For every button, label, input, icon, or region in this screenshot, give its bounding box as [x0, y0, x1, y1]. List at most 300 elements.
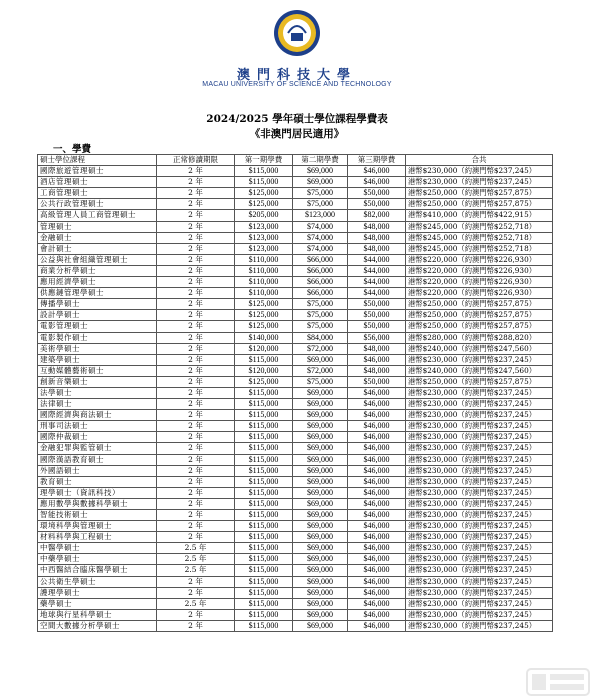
duration: 2 年	[157, 265, 235, 276]
third-installment: $46,000	[348, 421, 406, 432]
second-installment: $69,000	[293, 432, 348, 443]
programme-name: 美術學碩士	[38, 343, 157, 354]
duration: 2 年	[157, 532, 235, 543]
total-fee: 港幣$230,000（約澳門幣$237,245）	[406, 454, 553, 465]
second-installment: $69,000	[293, 510, 348, 521]
first-installment: $115,000	[235, 521, 293, 532]
third-installment: $46,000	[348, 166, 406, 177]
section-heading: 一、學費	[53, 144, 92, 155]
table-row	[38, 210, 553, 221]
duration: 2 年	[157, 232, 235, 243]
duration: 2 年	[157, 321, 235, 332]
duration: 2 年	[157, 465, 235, 476]
total-fee: 港幣$230,000（約澳門幣$237,245）	[406, 532, 553, 543]
second-installment: $69,000	[293, 399, 348, 410]
third-installment: $46,000	[348, 498, 406, 509]
table-row	[38, 199, 553, 210]
duration: 2 年	[157, 332, 235, 343]
first-installment: $115,000	[235, 354, 293, 365]
duration: 2 年	[157, 354, 235, 365]
third-installment: $46,000	[348, 587, 406, 598]
first-installment: $110,000	[235, 254, 293, 265]
table-row	[38, 543, 553, 554]
programme-name: 創新音樂碩士	[38, 376, 157, 387]
table-row	[38, 554, 553, 565]
programme-name: 外國語碩士	[38, 465, 157, 476]
programme-name: 法律碩士	[38, 399, 157, 410]
first-installment: $115,000	[235, 421, 293, 432]
table-row	[38, 432, 553, 443]
programme-name: 公共衛生學碩士	[38, 576, 157, 587]
third-installment: $48,000	[348, 343, 406, 354]
programme-name: 電影管理碩士	[38, 321, 157, 332]
table-row	[38, 609, 553, 620]
table-row	[38, 576, 553, 587]
watermark	[526, 668, 590, 696]
first-installment: $205,000	[235, 210, 293, 221]
programme-name: 智能技術碩士	[38, 510, 157, 521]
table-row	[38, 443, 553, 454]
duration: 2 年	[157, 376, 235, 387]
total-fee: 港幣$230,000（約澳門幣$237,245）	[406, 354, 553, 365]
duration: 2.5 年	[157, 565, 235, 576]
programme-name: 互動媒體藝術碩士	[38, 365, 157, 376]
university-name-cn: 澳門科技大學	[236, 68, 357, 83]
duration: 2 年	[157, 310, 235, 321]
first-installment: $115,000	[235, 487, 293, 498]
programme-name: 國際旅遊管理碩士	[38, 166, 157, 177]
programme-name: 環境科學與管理碩士	[38, 521, 157, 532]
third-installment: $44,000	[348, 265, 406, 276]
first-installment: $115,000	[235, 587, 293, 598]
second-installment: $69,000	[293, 443, 348, 454]
page-subtitle: 《非澳門居民適用》	[249, 128, 345, 140]
total-fee: 港幣$230,000（約澳門幣$237,245）	[406, 387, 553, 398]
second-installment: $75,000	[293, 199, 348, 210]
third-installment: $46,000	[348, 476, 406, 487]
duration: 2 年	[157, 387, 235, 398]
third-installment: $48,000	[348, 232, 406, 243]
total-fee: 港幣$240,000（約澳門幣$247,560）	[406, 365, 553, 376]
total-fee: 港幣$250,000（約澳門幣$257,875）	[406, 199, 553, 210]
programme-name: 設計學碩士	[38, 310, 157, 321]
table-row	[38, 299, 553, 310]
duration: 2 年	[157, 188, 235, 199]
table-row	[38, 321, 553, 332]
duration: 2 年	[157, 521, 235, 532]
university-logo	[272, 6, 322, 60]
second-installment: $69,000	[293, 410, 348, 421]
second-installment: $123,000	[293, 210, 348, 221]
total-fee: 港幣$230,000（約澳門幣$237,245）	[406, 521, 553, 532]
second-installment: $69,000	[293, 487, 348, 498]
third-installment: $46,000	[348, 543, 406, 554]
third-installment: $46,000	[348, 177, 406, 188]
table-row	[38, 343, 553, 354]
total-fee: 港幣$230,000（約澳門幣$237,245）	[406, 410, 553, 421]
total-fee: 港幣$230,000（約澳門幣$237,245）	[406, 443, 553, 454]
duration: 2 年	[157, 510, 235, 521]
first-installment: $125,000	[235, 299, 293, 310]
duration: 2 年	[157, 365, 235, 376]
duration: 2.5 年	[157, 543, 235, 554]
total-fee: 港幣$230,000（約澳門幣$237,245）	[406, 543, 553, 554]
first-installment: $115,000	[235, 432, 293, 443]
first-installment: $115,000	[235, 543, 293, 554]
programme-name: 傳播學碩士	[38, 299, 157, 310]
first-installment: $115,000	[235, 454, 293, 465]
second-installment: $69,000	[293, 476, 348, 487]
second-installment: $69,000	[293, 565, 348, 576]
total-fee: 港幣$245,000（約澳門幣$252,718）	[406, 243, 553, 254]
programme-name: 材料科學與工程碩士	[38, 532, 157, 543]
programme-name: 電影製作碩士	[38, 332, 157, 343]
programme-name: 管理碩士	[38, 221, 157, 232]
duration: 2.5 年	[157, 598, 235, 609]
table-row	[38, 277, 553, 288]
third-installment: $50,000	[348, 188, 406, 199]
first-installment: $115,000	[235, 465, 293, 476]
first-installment: $140,000	[235, 332, 293, 343]
first-installment: $115,000	[235, 510, 293, 521]
total-fee: 港幣$250,000（約澳門幣$257,875）	[406, 188, 553, 199]
third-installment: $44,000	[348, 288, 406, 299]
table-header-row	[38, 155, 553, 166]
duration: 2 年	[157, 609, 235, 620]
programme-name: 工商管理碩士	[38, 188, 157, 199]
programme-name: 應用數學與數據科學碩士	[38, 498, 157, 509]
first-installment: $115,000	[235, 554, 293, 565]
total-fee: 港幣$230,000（約澳門幣$237,245）	[406, 166, 553, 177]
third-installment: $46,000	[348, 598, 406, 609]
first-installment: $115,000	[235, 532, 293, 543]
second-installment: $69,000	[293, 543, 348, 554]
table-row	[38, 454, 553, 465]
third-installment: $50,000	[348, 310, 406, 321]
table-row	[38, 399, 553, 410]
table-row	[38, 354, 553, 365]
first-installment: $123,000	[235, 232, 293, 243]
first-installment: $115,000	[235, 399, 293, 410]
first-installment: $123,000	[235, 243, 293, 254]
second-installment: $69,000	[293, 587, 348, 598]
table-row	[38, 288, 553, 299]
programme-name: 教育碩士	[38, 476, 157, 487]
total-fee: 港幣$230,000（約澳門幣$237,245）	[406, 498, 553, 509]
second-installment: $75,000	[293, 321, 348, 332]
second-installment: $74,000	[293, 232, 348, 243]
table-row	[38, 221, 553, 232]
header-first-installment: 第一期學費	[235, 155, 293, 166]
total-fee: 港幣$230,000（約澳門幣$237,245）	[406, 177, 553, 188]
second-installment: $72,000	[293, 343, 348, 354]
first-installment: $110,000	[235, 265, 293, 276]
third-installment: $46,000	[348, 609, 406, 620]
third-installment: $46,000	[348, 465, 406, 476]
total-fee: 港幣$220,000（約澳門幣$226,930）	[406, 265, 553, 276]
programme-name: 公共行政管理碩士	[38, 199, 157, 210]
programme-name: 地球與行星科學碩士	[38, 609, 157, 620]
programme-name: 應用經濟學碩士	[38, 277, 157, 288]
duration: 2 年	[157, 299, 235, 310]
second-installment: $69,000	[293, 498, 348, 509]
total-fee: 港幣$250,000（約澳門幣$257,875）	[406, 310, 553, 321]
third-installment: $46,000	[348, 510, 406, 521]
second-installment: $69,000	[293, 521, 348, 532]
third-installment: $48,000	[348, 221, 406, 232]
third-installment: $50,000	[348, 199, 406, 210]
programme-name: 中醫學碩士	[38, 543, 157, 554]
third-installment: $46,000	[348, 565, 406, 576]
total-fee: 港幣$280,000（約澳門幣$288,820）	[406, 332, 553, 343]
programme-name: 理學碩士（資訊科技）	[38, 487, 157, 498]
third-installment: $46,000	[348, 399, 406, 410]
total-fee: 港幣$230,000（約澳門幣$237,245）	[406, 487, 553, 498]
university-name-en: MACAU UNIVERSITY OF SCIENCE AND TECHNOLOGY	[202, 81, 392, 88]
table-row	[38, 421, 553, 432]
second-installment: $69,000	[293, 576, 348, 587]
programme-name: 會計碩士	[38, 243, 157, 254]
total-fee: 港幣$240,000（約澳門幣$247,560）	[406, 343, 553, 354]
table-row	[38, 487, 553, 498]
table-row	[38, 254, 553, 265]
duration: 2 年	[157, 443, 235, 454]
duration: 2 年	[157, 221, 235, 232]
duration: 2 年	[157, 343, 235, 354]
third-installment: $46,000	[348, 521, 406, 532]
header-duration: 正常修讀期限	[157, 155, 235, 166]
duration: 2 年	[157, 199, 235, 210]
first-installment: $115,000	[235, 177, 293, 188]
duration: 2 年	[157, 399, 235, 410]
duration: 2 年	[157, 421, 235, 432]
programme-name: 國際漢語教育碩士	[38, 454, 157, 465]
second-installment: $75,000	[293, 310, 348, 321]
third-installment: $46,000	[348, 432, 406, 443]
duration: 2 年	[157, 254, 235, 265]
header-total: 合共	[406, 155, 553, 166]
second-installment: $74,000	[293, 243, 348, 254]
table-row	[38, 620, 553, 631]
programme-name: 國際經濟與商法碩士	[38, 410, 157, 421]
tuition-table	[37, 154, 553, 632]
header-third-installment: 第三期學費	[348, 155, 406, 166]
first-installment: $110,000	[235, 288, 293, 299]
first-installment: $115,000	[235, 565, 293, 576]
third-installment: $46,000	[348, 487, 406, 498]
third-installment: $48,000	[348, 365, 406, 376]
table-row	[38, 232, 553, 243]
total-fee: 港幣$230,000（約澳門幣$237,245）	[406, 565, 553, 576]
first-installment: $125,000	[235, 199, 293, 210]
table-row	[38, 376, 553, 387]
second-installment: $69,000	[293, 454, 348, 465]
duration: 2 年	[157, 277, 235, 288]
second-installment: $84,000	[293, 332, 348, 343]
first-installment: $115,000	[235, 576, 293, 587]
header-second-installment: 第二期學費	[293, 155, 348, 166]
table-row	[38, 587, 553, 598]
duration: 2 年	[157, 210, 235, 221]
third-installment: $44,000	[348, 277, 406, 288]
third-installment: $50,000	[348, 299, 406, 310]
second-installment: $69,000	[293, 166, 348, 177]
programme-name: 護理學碩士	[38, 587, 157, 598]
total-fee: 港幣$230,000（約澳門幣$237,245）	[406, 510, 553, 521]
second-installment: $69,000	[293, 609, 348, 620]
second-installment: $66,000	[293, 265, 348, 276]
first-installment: $115,000	[235, 609, 293, 620]
first-installment: $115,000	[235, 410, 293, 421]
third-installment: $46,000	[348, 532, 406, 543]
second-installment: $75,000	[293, 188, 348, 199]
second-installment: $69,000	[293, 620, 348, 631]
table-row	[38, 188, 553, 199]
total-fee: 港幣$250,000（約澳門幣$257,875）	[406, 321, 553, 332]
total-fee: 港幣$245,000（約澳門幣$252,718）	[406, 221, 553, 232]
third-installment: $46,000	[348, 576, 406, 587]
table-row	[38, 243, 553, 254]
second-installment: $69,000	[293, 554, 348, 565]
table-row	[38, 465, 553, 476]
third-installment: $46,000	[348, 554, 406, 565]
total-fee: 港幣$230,000（約澳門幣$237,245）	[406, 598, 553, 609]
total-fee: 港幣$230,000（約澳門幣$237,245）	[406, 554, 553, 565]
total-fee: 港幣$250,000（約澳門幣$257,875）	[406, 299, 553, 310]
third-installment: $48,000	[348, 243, 406, 254]
second-installment: $69,000	[293, 421, 348, 432]
programme-name: 金融碩士	[38, 232, 157, 243]
total-fee: 港幣$230,000（約澳門幣$237,245）	[406, 432, 553, 443]
table-row	[38, 565, 553, 576]
duration: 2 年	[157, 177, 235, 188]
third-installment: $50,000	[348, 376, 406, 387]
table-row	[38, 177, 553, 188]
programme-name: 中西醫結合臨床醫學碩士	[38, 565, 157, 576]
duration: 2 年	[157, 243, 235, 254]
programme-name: 藥學碩士	[38, 598, 157, 609]
total-fee: 港幣$410,000（約澳門幣$422,915）	[406, 210, 553, 221]
third-installment: $44,000	[348, 254, 406, 265]
first-installment: $120,000	[235, 343, 293, 354]
total-fee: 港幣$230,000（約澳門幣$237,245）	[406, 576, 553, 587]
third-installment: $82,000	[348, 210, 406, 221]
table-row	[38, 498, 553, 509]
first-installment: $115,000	[235, 498, 293, 509]
second-installment: $69,000	[293, 465, 348, 476]
second-installment: $66,000	[293, 288, 348, 299]
second-installment: $66,000	[293, 277, 348, 288]
page-title: 2024/2025 學年碩士學位課程學費表	[206, 113, 388, 125]
duration: 2 年	[157, 498, 235, 509]
table-row	[38, 521, 553, 532]
second-installment: $69,000	[293, 387, 348, 398]
duration: 2 年	[157, 620, 235, 631]
total-fee: 港幣$230,000（約澳門幣$237,245）	[406, 609, 553, 620]
programme-name: 建築學碩士	[38, 354, 157, 365]
table-row	[38, 310, 553, 321]
programme-name: 高級管理人員工商管理碩士	[38, 210, 157, 221]
first-installment: $125,000	[235, 376, 293, 387]
third-installment: $46,000	[348, 454, 406, 465]
second-installment: $74,000	[293, 221, 348, 232]
total-fee: 港幣$230,000（約澳門幣$237,245）	[406, 399, 553, 410]
duration: 2 年	[157, 487, 235, 498]
first-installment: $115,000	[235, 620, 293, 631]
first-installment: $115,000	[235, 387, 293, 398]
table-row	[38, 332, 553, 343]
total-fee: 港幣$230,000（約澳門幣$237,245）	[406, 421, 553, 432]
first-installment: $115,000	[235, 598, 293, 609]
programme-name: 酒店管理碩士	[38, 177, 157, 188]
programme-name: 法學碩士	[38, 387, 157, 398]
first-installment: $115,000	[235, 476, 293, 487]
table-row	[38, 598, 553, 609]
total-fee: 港幣$220,000（約澳門幣$226,930）	[406, 254, 553, 265]
second-installment: $72,000	[293, 365, 348, 376]
second-installment: $69,000	[293, 532, 348, 543]
total-fee: 港幣$230,000（約澳門幣$237,245）	[406, 465, 553, 476]
duration: 2 年	[157, 454, 235, 465]
table-row	[38, 265, 553, 276]
duration: 2 年	[157, 576, 235, 587]
total-fee: 港幣$245,000（約澳門幣$252,718）	[406, 232, 553, 243]
table-row	[38, 510, 553, 521]
second-installment: $75,000	[293, 299, 348, 310]
table-row	[38, 387, 553, 398]
total-fee: 港幣$230,000（約澳門幣$237,245）	[406, 476, 553, 487]
second-installment: $66,000	[293, 254, 348, 265]
programme-name: 公益與社會組織管理碩士	[38, 254, 157, 265]
duration: 2 年	[157, 476, 235, 487]
programme-name: 商業分析學碩士	[38, 265, 157, 276]
duration: 2 年	[157, 587, 235, 598]
second-installment: $69,000	[293, 177, 348, 188]
second-installment: $69,000	[293, 598, 348, 609]
table-row	[38, 476, 553, 487]
header-programme: 碩士學位課程	[38, 155, 157, 166]
duration: 2.5 年	[157, 554, 235, 565]
duration: 2 年	[157, 166, 235, 177]
total-fee: 港幣$230,000（約澳門幣$237,245）	[406, 620, 553, 631]
table-row	[38, 410, 553, 421]
table-row	[38, 532, 553, 543]
total-fee: 港幣$220,000（約澳門幣$226,930）	[406, 288, 553, 299]
duration: 2 年	[157, 432, 235, 443]
programme-name: 空間大數據分析學碩士	[38, 620, 157, 631]
duration: 2 年	[157, 410, 235, 421]
total-fee: 港幣$220,000（約澳門幣$226,930）	[406, 277, 553, 288]
first-installment: $125,000	[235, 310, 293, 321]
second-installment: $75,000	[293, 376, 348, 387]
third-installment: $46,000	[348, 387, 406, 398]
table-row	[38, 166, 553, 177]
second-installment: $69,000	[293, 354, 348, 365]
programme-name: 中藥學碩士	[38, 554, 157, 565]
first-installment: $115,000	[235, 443, 293, 454]
duration: 2 年	[157, 288, 235, 299]
third-installment: $46,000	[348, 354, 406, 365]
first-installment: $115,000	[235, 166, 293, 177]
programme-name: 供應鏈管理學碩士	[38, 288, 157, 299]
total-fee: 港幣$250,000（約澳門幣$257,875）	[406, 376, 553, 387]
first-installment: $120,000	[235, 365, 293, 376]
third-installment: $56,000	[348, 332, 406, 343]
programme-name: 刑事司法碩士	[38, 421, 157, 432]
total-fee: 港幣$230,000（約澳門幣$237,245）	[406, 587, 553, 598]
table-row	[38, 365, 553, 376]
third-installment: $46,000	[348, 620, 406, 631]
